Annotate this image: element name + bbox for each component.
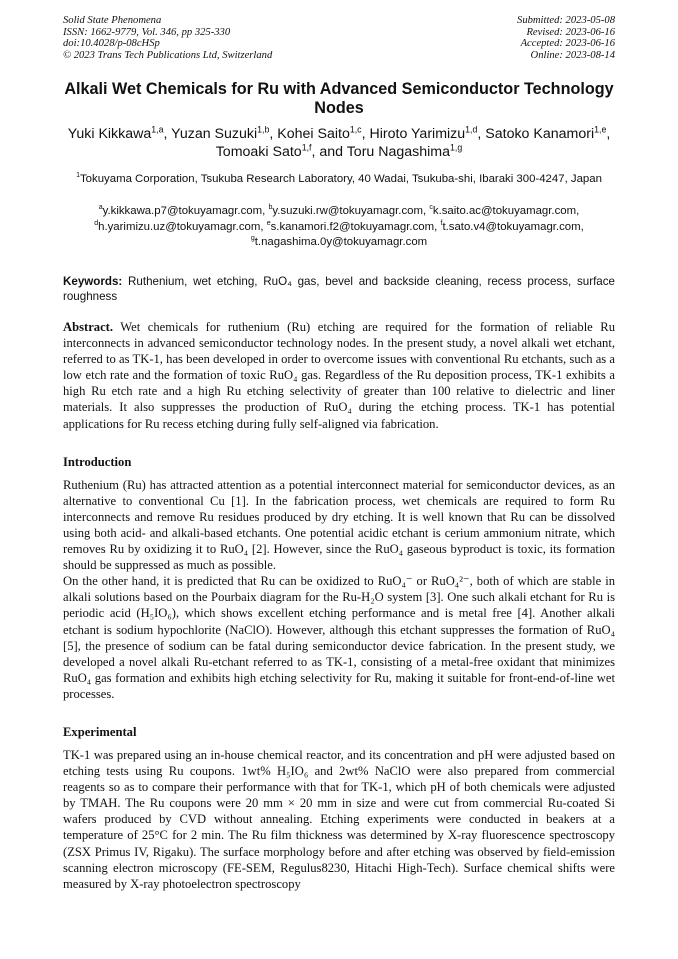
- keywords: [63, 274, 615, 304]
- affiliation: [55, 172, 623, 187]
- experimental-heading: Experimental: [63, 724, 137, 739]
- doi: doi:10.4028/p-08cHSp: [63, 38, 160, 50]
- abstract-label: Abstract.: [63, 320, 114, 334]
- email-marker: a: [98, 204, 103, 212]
- email-marker: f: [440, 219, 443, 227]
- author-name: Toru Nagashima: [346, 144, 451, 160]
- author-affiliation-marker: 1,c: [349, 124, 362, 135]
- experimental-paragraph: TK-1 was prepared using an in-house chemical reactor, and its concentration and pH were adjusted based on etching tests using Ru coupons. 1wt% H₅IO₆ and 2wt% NaClO were also prepared from commercial reagents so as to compare their performance with that for TK-1, which pH of both chemicals were adjusted by TMAH. The Ru coupons were 20 mm × 20 mm in size and were cut from commercial Ru-coated Si wafers produced by CVD without annealing. Etching experiments were conducted in beakers at a temperature of 25°C for 2 min. The Ru film thickness was determined by X-ray fluorescence spectroscopy (ZSX Primus IV, Rigaku). The surface morphology before and after etching was observed by field-emission scanning electron microscopy (FE-SEM, Regulus8230, Hitachi High-Tech). Surface chemical shifts were measured by X-ray photoelectron spectroscopy: [63, 747, 615, 891]
- email-separator: ,: [423, 205, 430, 217]
- email-marker: b: [268, 204, 273, 212]
- issn-volume: ISSN: 1662-9779, Vol. 346, pp 325-330: [63, 26, 231, 38]
- email-marker: g: [250, 235, 255, 243]
- author-affiliation-marker: 1,g: [450, 142, 463, 153]
- paper-body: [63, 319, 615, 892]
- email-list: [55, 204, 623, 251]
- author-separator: ,: [361, 126, 370, 142]
- intro-paragraph: On the other hand, it is predicted that Ru can be oxidized to RuO₄⁻ or RuO₄²⁻, both of which are stable in alkali solutions based on the Pourbaix diagram for the Ru-H₂O system [3]. One such alkali etchant for Ru is periodic acid (H₅IO₆), which shows excellent etching performance and is metal free [4]. Another alkali etchant is sodium hypochlorite (NaClO). However, although this etchant suppresses the formation of RuO₄ [5], the presence of sodium can be fatal during semiconductor device fabrication. In the present study, we developed a novel alkali Ru-etchant referred to as TK-1, consisting of a metal-free oxidant that minimizes RuO₄ gas formation and exhibits high etching selectivity for Ru, making it suitable for front-end-of-line wet processes.: [63, 574, 615, 701]
- author-name: Tomoaki Sato: [215, 144, 302, 160]
- author-email: s.kanamori.f2@tokuyamagr.com: [270, 220, 435, 233]
- paper-title: Alkali Wet Chemicals for Ru with Advanced Semiconductor Technology Nodes: [64, 80, 614, 117]
- intro-paragraph: Ruthenium (Ru) has attracted attention as a potential interconnect material for semiconductor devices, as an alternative to conventional Cu [1]. In the fabrication process, wet chemicals are required to form Ru interconnects and remove Ru residues produced by dry etching. It is well known that Ru can be dissolved using both acid- and alkali-based etchants. One potential acidic etchant is cerium ammonium nitrate, which removes Ru by oxidizing it to RuO₄ [2]. However, since the RuO₄ gaseous byproduct is toxic, its formation should be suppressed as much as possible.: [63, 477, 615, 573]
- author-affiliation-marker: 1,f: [301, 142, 312, 153]
- author-name: Yuki Kikkawa: [67, 126, 152, 142]
- keywords-text: Ruthenium, wet etching, RuO₄ gas, bevel and backside cleaning, recess process, surface roughness: [63, 275, 615, 304]
- email-separator: ,: [262, 205, 269, 217]
- author-separator: , and: [311, 144, 347, 160]
- introduction-heading: Introduction: [63, 454, 132, 469]
- accepted-date: Accepted: 2023-06-16: [520, 38, 615, 50]
- author-separator: ,: [163, 126, 172, 142]
- author-email: h.yarimizu.uz@tokuyamagr.com: [98, 220, 261, 233]
- abstract: [63, 319, 615, 432]
- online-date: Online: 2023-08-14: [530, 49, 615, 61]
- author-email: y.suzuki.rw@tokuyamagr.com: [272, 205, 423, 217]
- author-separator: ,: [477, 126, 486, 142]
- author-affiliation-marker: 1,e: [594, 124, 607, 135]
- email-separator: ,: [580, 220, 584, 233]
- email-marker: e: [266, 219, 271, 227]
- email-separator: ,: [260, 220, 267, 233]
- author-email: t.nagashima.0y@tokuyamagr.com: [254, 236, 428, 248]
- author-name: Kohei Saito: [277, 126, 350, 142]
- keywords-label: Keywords:: [63, 275, 123, 288]
- dates-info: [517, 15, 615, 61]
- email-separator: ,: [434, 220, 441, 233]
- email-separator: ,: [576, 205, 580, 217]
- revised-date: Revised: 2023-06-16: [526, 26, 615, 38]
- author-name: Yuzan Suzuki: [171, 126, 258, 142]
- copyright: © 2023 Trans Tech Publications Ltd, Switzerland: [63, 49, 273, 61]
- journal-info: [63, 15, 272, 61]
- affiliation-text: Tokuyama Corporation, Tsukuba Research Laboratory, 40 Wadai, Tsukuba-shi, Ibaraki 300-4247, Japan: [79, 173, 602, 185]
- author-email: y.kikkawa.p7@tokuyamagr.com: [102, 205, 263, 217]
- affiliation-marker: 1: [76, 172, 80, 180]
- author-name: Satoko Kanamori: [485, 126, 595, 142]
- submitted-date: Submitted: 2023-05-08: [517, 15, 615, 26]
- email-marker: c: [429, 204, 433, 212]
- author-name: Hiroto Yarimizu: [369, 126, 466, 142]
- abstract-text: Wet chemicals for ruthenium (Ru) etching are required for the formation of reliable Ru interconnects in advanced semiconductor technology nodes. In the present study, a novel alkali wet etchant, referred to as TK-1, has been developed in order to overcome issues with conventional Ru etchants, such as a low etch rate and the formation of toxic RuO₄ gas. Regardless of the Ru deposition process, TK-1 exhibits a high Ru etch rate and a high Ru etching selectivity of greater than 100 relative to dielectric and liner materials. It also suppresses the production of RuO₄ during the etching process. TK-1 has potential applications for Ru recess etching during fully self-aligned via fabrication.: [63, 320, 615, 431]
- author-separator: ,: [269, 126, 278, 142]
- author-list: [55, 125, 623, 161]
- author-email: k.saito.ac@tokuyamagr.com: [432, 205, 577, 217]
- author-affiliation-marker: 1,a: [151, 124, 164, 135]
- author-email: t.sato.v4@tokuyamagr.com: [442, 220, 581, 233]
- author-separator: ,: [606, 126, 611, 142]
- email-marker: d: [94, 219, 99, 227]
- journal-name: Solid State Phenomena: [63, 15, 162, 26]
- author-affiliation-marker: 1,b: [257, 124, 270, 135]
- author-affiliation-marker: 1,d: [465, 124, 478, 135]
